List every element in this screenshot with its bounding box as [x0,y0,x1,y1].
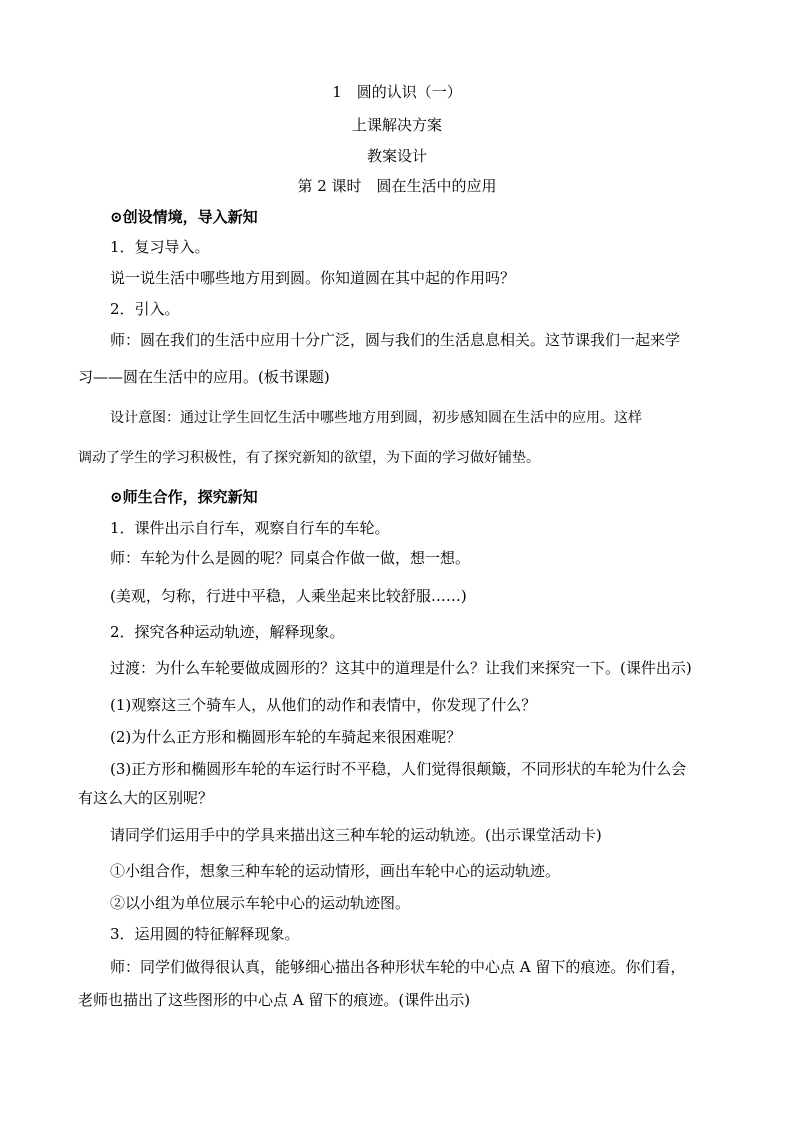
part2-question3-line1: (3)正方形和椭圆形车轮的车运行时不平稳，人们觉得很颠簸，不同形状的车轮为什么会 [110,760,687,778]
part2-transition: 过渡：为什么车轮要做成圆形的？这其中的道理是什么？让我们来探究一下。(课件出示) [110,659,692,677]
design-intent-line2: 调动了学生的学习积极性，有了探究新知的欲望，为下面的学习做好铺垫。 [78,450,540,466]
part2-question1: (1)观察这三个骑车人，从他们的动作和表情中，你发现了什么？ [110,696,537,714]
part2-item1: 1．课件出示自行车，观察自行车的车轮。 [110,519,390,537]
document-subtitle: 上课解决方案 [351,116,442,134]
part1-item1: 1．复习导入。 [110,238,210,256]
part2-step2: ②以小组为单位展示车轮中心的运动轨迹图。 [110,894,411,912]
part1-heading: ⊙创设情境，导入新知 [110,208,258,226]
part2-activity: 请同学们运用手中的学具来描出这三种车轮的运动轨迹。(出示课堂活动卡) [110,826,602,844]
part1-item1-text: 说一说生活中哪些地方用到圆。你知道圆在其中起的作用吗？ [110,269,516,287]
design-intent-line1: 设计意图：通过让学生回忆生活中哪些地方用到圆，初步感知圆在生活中的应用。这样 [110,410,642,426]
part2-item2: 2．探究各种运动轨迹，解释现象。 [110,623,345,641]
part2-heading: ⊙师生合作，探究新知 [110,488,258,506]
section-title: 教案设计 [366,147,427,165]
part2-answer: (美观，匀称，行进中平稳，人乘坐起来比较舒服……) [110,587,467,605]
part2-final-line1: 师：同学们做得很认真，能够细心描出各种形状车轮的中心点 A 留下的痕迹。你们看， [110,958,686,976]
part1-teacher-line2: 习——圆在生活中的应用。(板书课题) [78,368,330,386]
document-title: 1 圆的认识（一） [332,83,462,101]
part2-item3: 3．运用圆的特征解释现象。 [110,925,300,943]
lesson-title: 第 2 课时 圆在生活中的应用 [297,177,497,195]
part1-item2: 2．引入。 [110,300,180,318]
part1-teacher-line1: 师：圆在我们的生活中应用十分广泛，圆与我们的生活息息相关。这节课我们一起来学 [110,331,681,349]
part2-teacher-question: 师：车轮为什么是圆的呢？同桌合作做一做，想一想。 [110,549,471,567]
part2-step1: ①小组合作，想象三种车轮的运动情形，画出车轮中心的运动轨迹。 [110,862,561,880]
part2-question2: (2)为什么正方形和椭圆形车轮的车骑起来很困难呢？ [110,728,462,746]
part2-final-line2: 老师也描出了这些图形的中心点 A 留下的痕迹。(课件出示) [78,991,471,1009]
part2-question3-line2: 有这么大的区别呢？ [78,789,214,807]
